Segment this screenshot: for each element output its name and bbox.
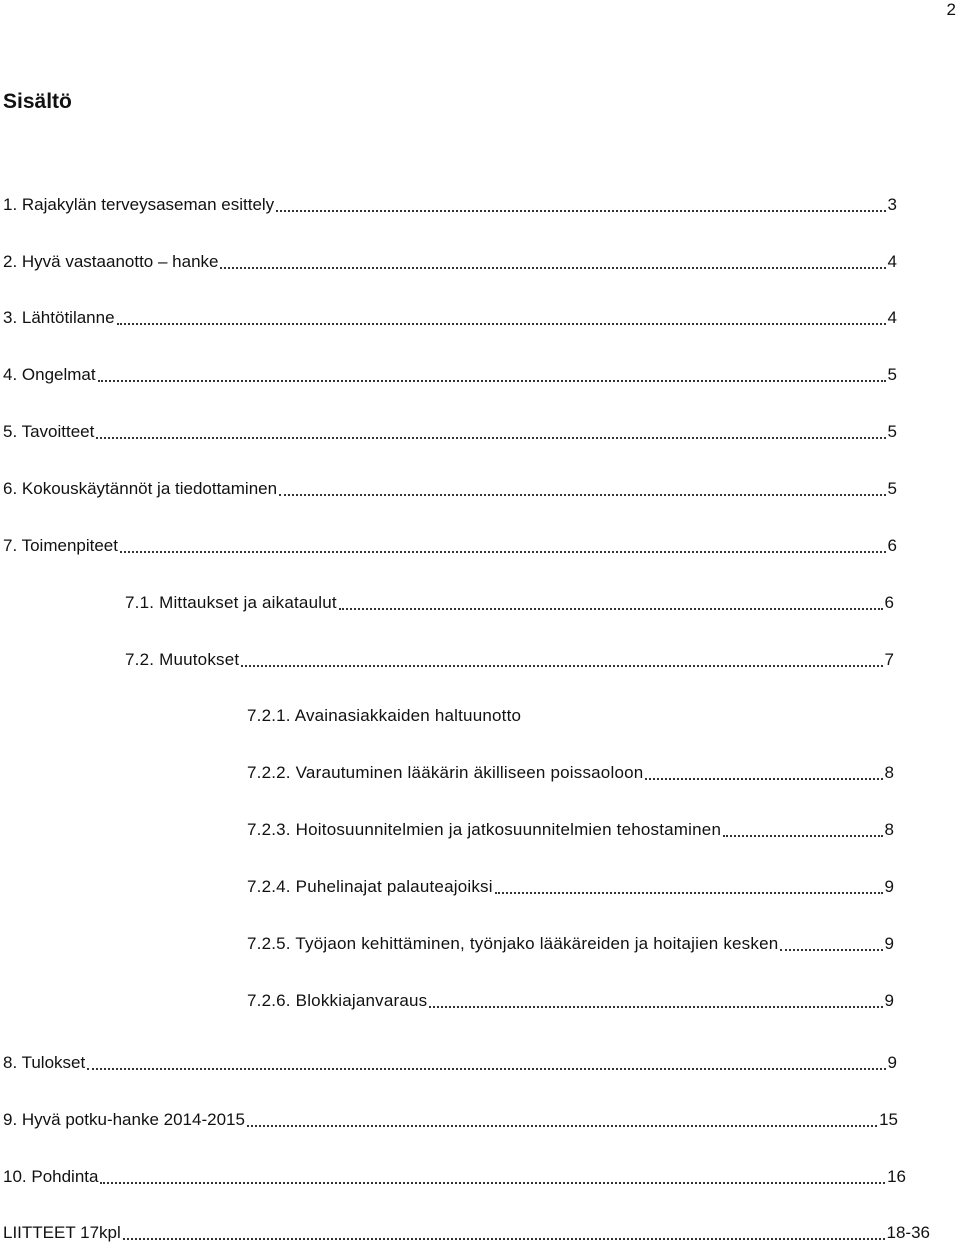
dot-leader [279,494,885,496]
toc-entry-page: 15 [879,1110,898,1129]
dot-leader [220,267,885,269]
dot-leader [429,1006,882,1008]
toc-entry[interactable] [3,1164,906,1188]
toc-entry[interactable] [3,249,897,273]
toc-entry-label: 10. Pohdinta [3,1167,99,1186]
toc-entry-label: 7.2. Muutokset [125,650,240,669]
toc-entry-page: 9 [884,934,894,953]
toc-entry[interactable] [125,647,894,671]
toc-entry[interactable] [247,874,894,898]
toc-entry-label: 8. Tulokset [3,1053,86,1072]
toc-entry-page: 9 [884,991,894,1010]
dot-leader [100,1182,885,1184]
toc-entry-page: 18-36 [886,1223,930,1242]
toc-entry[interactable] [125,590,894,614]
toc-entry-page: 5 [887,479,897,498]
dot-leader [645,778,882,780]
dot-leader [723,835,882,837]
dot-leader [120,551,886,553]
toc-entry-label: 7.2.2. Varautuminen lääkärin äkilliseen poissaoloon [247,763,644,782]
toc-entry-page: 3 [887,195,897,214]
toc-entry-label: 7.2.4. Puhelinajat palauteajoiksi [247,877,493,896]
toc-entry-label: 7.2.3. Hoitosuunnitelmien ja jatkosuunnitelmien tehostaminen [247,820,722,839]
toc-entry-label: 7.1. Mittaukset ja aikataulut [125,593,337,612]
toc-entry-label: 4. Ongelmat [3,365,96,384]
toc-entry-page: 6 [884,593,894,612]
toc-entry-page: 8 [884,763,894,782]
toc-entry[interactable] [3,192,897,216]
toc-entry-label: LIITTEET 17kpl [3,1223,121,1242]
toc-entry[interactable] [3,476,897,500]
dot-leader [123,1238,885,1240]
toc-entry-page: 7 [884,650,894,669]
toc-entry-page: 4 [887,252,897,271]
toc-entry-page: 16 [887,1167,906,1186]
toc-entry-label: 5. Tavoitteet [3,422,95,441]
toc-entry-page: 8 [884,820,894,839]
dot-leader [87,1068,885,1070]
page-number: 2 [946,0,956,19]
dot-leader [495,892,883,894]
toc-entry[interactable] [247,760,894,784]
toc-entry[interactable] [3,362,897,386]
toc-entry[interactable] [3,533,897,557]
toc-title: Sisältö [3,90,72,113]
toc-entry-page: 9 [887,1053,897,1072]
toc-entry-page: 5 [887,365,897,384]
toc-entry[interactable] [3,305,897,329]
toc-entry-page: 6 [887,536,897,555]
toc-entry[interactable] [247,703,894,727]
toc-entry-label: 7. Toimenpiteet [3,536,118,555]
toc-entry[interactable] [247,988,894,1012]
toc-entry[interactable] [247,931,894,955]
toc-entry-page: 5 [887,422,897,441]
dot-leader [339,608,883,610]
toc-entry-label: 6. Kokouskäytännöt ja tiedottaminen [3,479,278,498]
toc-entry-label: 7.2.6. Blokkiajanvaraus [247,991,428,1010]
toc-entry-label: 7.2.1. Avainasiakkaiden haltuunotto [247,706,522,725]
toc-entry[interactable] [3,1050,897,1074]
dot-leader [247,1125,877,1127]
toc-entry[interactable] [3,1220,930,1244]
toc-entry[interactable] [3,419,897,443]
dot-leader [780,949,882,951]
dot-leader [98,380,886,382]
toc-entry-label: 3. Lähtötilanne [3,308,115,327]
toc-entry-page: 9 [884,877,894,896]
toc-entry-label: 7.2.5. Työjaon kehittäminen, työnjako lääkäreiden ja hoitajien kesken [247,934,779,953]
toc-entry-page: 4 [887,308,897,327]
dot-leader [117,323,886,325]
toc-entry-label: 1. Rajakylän terveysaseman esittely [3,195,275,214]
toc-entry-label: 2. Hyvä vastaanotto – hanke [3,252,219,271]
toc-entry[interactable] [3,1107,898,1131]
dot-leader [96,437,885,439]
dot-leader [241,665,882,667]
toc-entry[interactable] [247,817,894,841]
toc-entry-label: 9. Hyvä potku-hanke 2014-2015 [3,1110,245,1129]
dot-leader [276,210,885,212]
